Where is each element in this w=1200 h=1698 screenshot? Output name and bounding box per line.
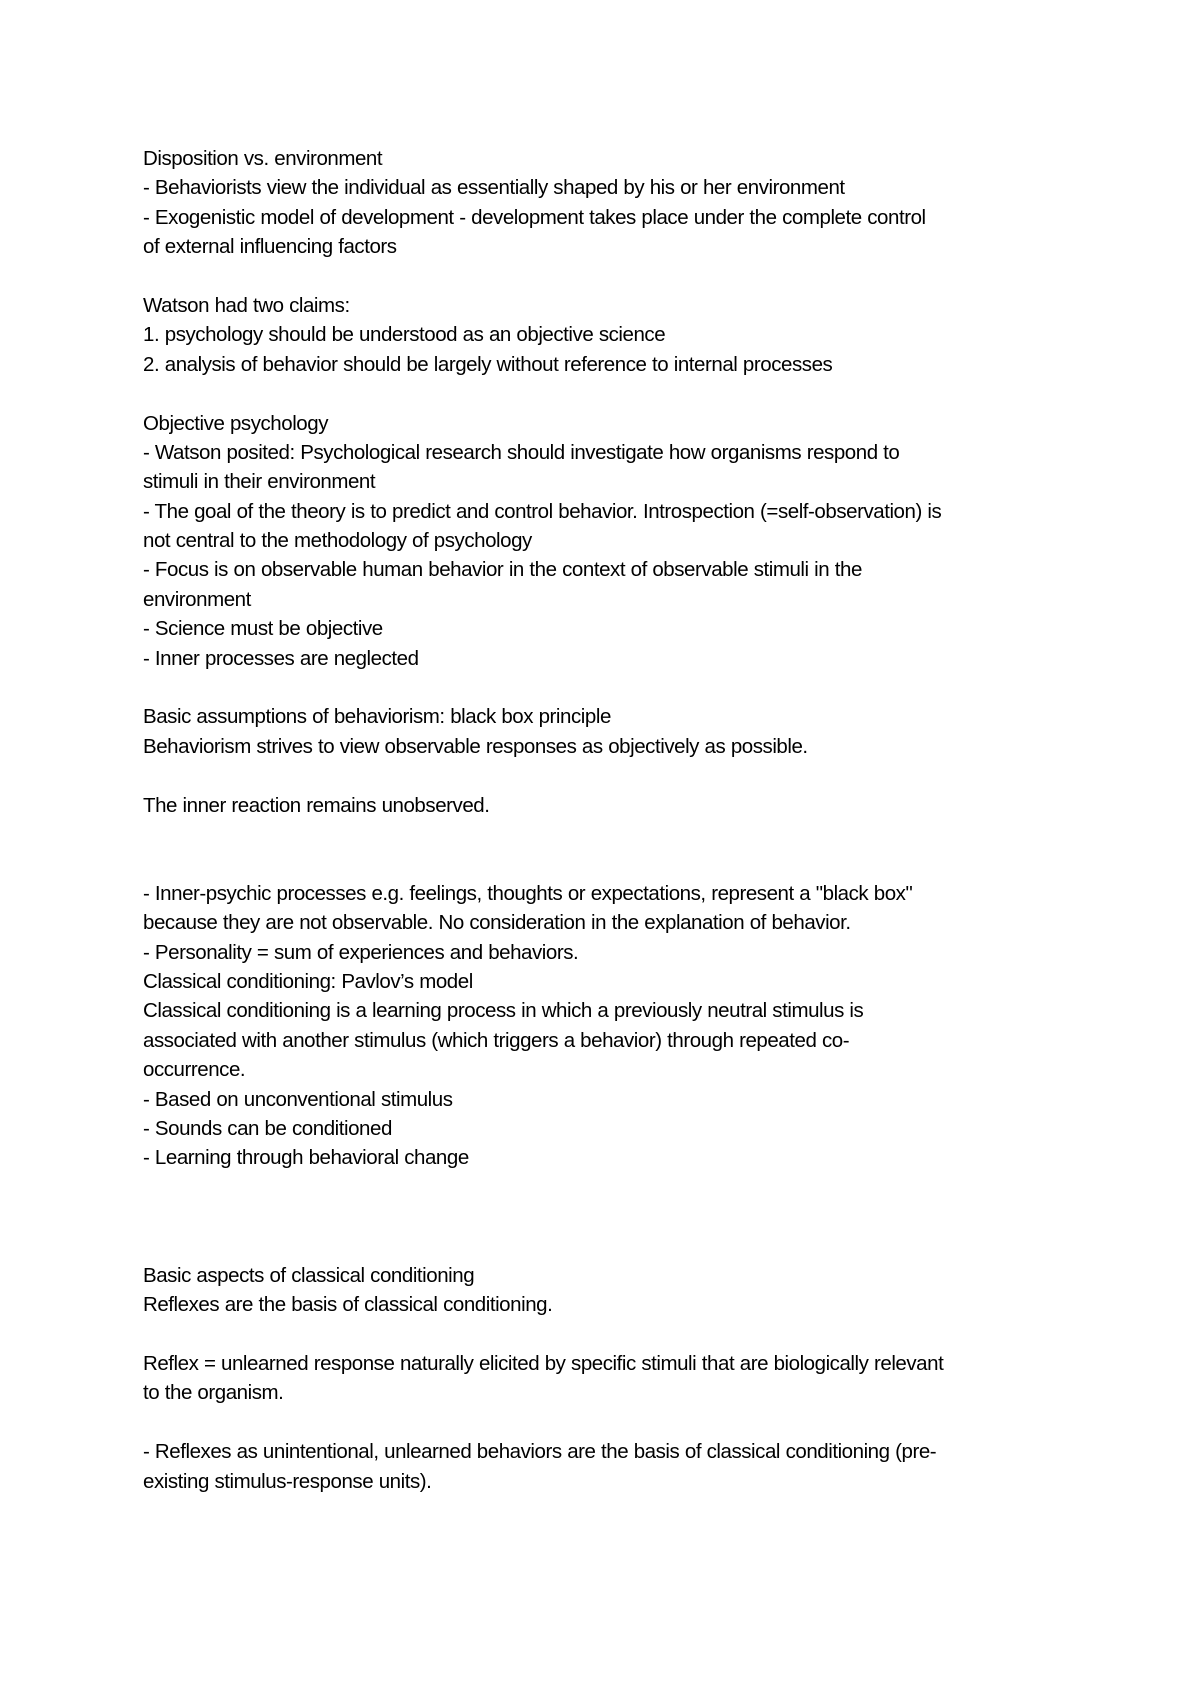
- text-line: - Inner processes are neglected: [143, 646, 419, 670]
- text-line: not central to the methodology of psychology: [143, 529, 532, 553]
- text-line: The inner reaction remains unobserved.: [143, 793, 490, 817]
- paragraph-gap: [143, 1173, 1073, 1261]
- text-line: 2. analysis of behavior should be largely without reference to internal processes: [143, 352, 833, 376]
- text-line: Reflexes are the basis of classical conditioning.: [143, 1293, 553, 1317]
- text-line: - Sounds can be conditioned: [143, 1116, 392, 1140]
- text-line: - Personality = sum of experiences and behaviors.: [143, 940, 579, 964]
- paragraph-gap: [143, 262, 1073, 291]
- section-heading-disposition: Disposition vs. environment: [143, 147, 383, 170]
- text-line: environment: [143, 587, 251, 611]
- text-line: - Learning through behavioral change: [143, 1146, 469, 1170]
- text-line: - Reflexes as unintentional, unlearned behaviors are the basis of classical conditioning (pre-: [143, 1440, 937, 1464]
- paragraph-gap: [143, 761, 1073, 790]
- paragraph-gap: [143, 379, 1073, 408]
- paragraph-gap: [143, 820, 1073, 879]
- text-line: stimuli in their environment: [143, 470, 376, 494]
- text-line: of external influencing factors: [143, 235, 397, 259]
- text-line: - Based on unconventional stimulus: [143, 1087, 453, 1111]
- text-line: - Watson posited: Psychological research should investigate how organisms respond to: [143, 440, 900, 464]
- text-line: - Science must be objective: [143, 617, 383, 641]
- text-line: - The goal of the theory is to predict and control behavior. Introspection (=self-observation) is: [143, 499, 942, 523]
- text-line: - Exogenistic model of development - development takes place under the complete control: [143, 205, 926, 229]
- section-heading-black-box: Basic assumptions of behaviorism: black box principle: [143, 705, 611, 729]
- text-line: Classical conditioning is a learning process in which a previously neutral stimulus is: [143, 999, 864, 1023]
- text-line: associated with another stimulus (which triggers a behavior) through repeated co-: [143, 1028, 850, 1052]
- text-line: Reflex = unlearned response naturally elicited by specific stimuli that are biologically relevant: [143, 1352, 944, 1376]
- text-line: - Behaviorists view the individual as essentially shaped by his or her environment: [143, 176, 845, 200]
- document-body: [143, 144, 1073, 1496]
- paragraph-gap: [143, 1320, 1073, 1349]
- text-line: existing stimulus-response units).: [143, 1469, 432, 1493]
- section-heading-watson: Watson had two claims:: [143, 293, 350, 317]
- text-line: occurrence.: [143, 1058, 246, 1082]
- text-line: - Focus is on observable human behavior in the context of observable stimuli in the: [143, 558, 862, 582]
- text-line: Behaviorism strives to view observable responses as objectively as possible.: [143, 734, 808, 758]
- paragraph-gap: [143, 673, 1073, 702]
- section-heading-classical-conditioning: Basic aspects of classical conditioning: [143, 1263, 475, 1287]
- text-line: to the organism.: [143, 1381, 284, 1405]
- text-line: 1. psychology should be understood as an objective science: [143, 323, 666, 347]
- paragraph-gap: [143, 1408, 1073, 1437]
- section-heading-objective-psychology: Objective psychology: [143, 411, 329, 435]
- text-line: - Inner-psychic processes e.g. feelings, thoughts or expectations, represent a "black box": [143, 881, 913, 905]
- section-heading-pavlov: Classical conditioning: Pavlov’s model: [143, 969, 473, 993]
- text-line: because they are not observable. No consideration in the explanation of behavior.: [143, 911, 851, 935]
